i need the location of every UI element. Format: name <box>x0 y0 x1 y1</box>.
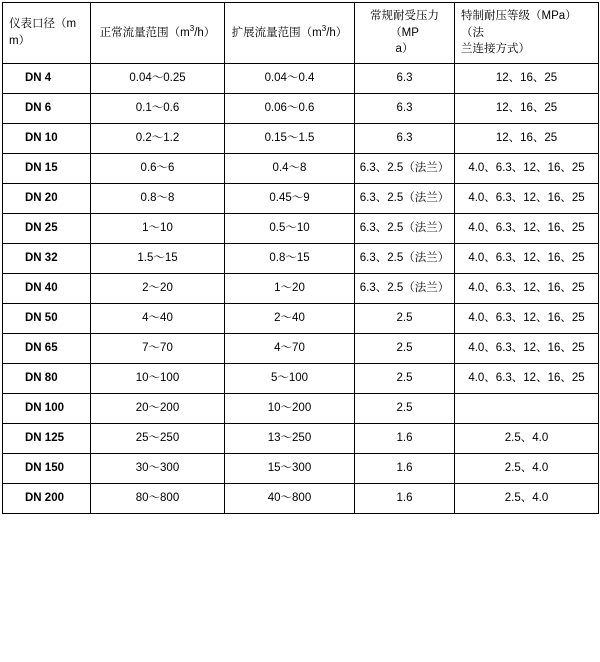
cell-extended-flow: 10～200 <box>225 394 355 424</box>
cell-special-pressure: 4.0、6.3、12、16、25 <box>455 334 599 364</box>
cell-normal-flow: 0.1～0.6 <box>91 94 225 124</box>
cell-diameter: DN 100 <box>3 394 91 424</box>
table-row <box>3 244 599 274</box>
cell-special-pressure: 2.5、4.0 <box>455 424 599 454</box>
cell-normal-flow: 80～800 <box>91 484 225 514</box>
table-row <box>3 454 599 484</box>
cell-diameter: DN 40 <box>3 274 91 304</box>
table-row <box>3 394 599 424</box>
cell-standard-pressure: 1.6 <box>355 484 455 514</box>
cell-extended-flow: 0.45～9 <box>225 184 355 214</box>
cell-extended-flow: 0.15～1.5 <box>225 124 355 154</box>
cell-extended-flow: 13～250 <box>225 424 355 454</box>
cell-standard-pressure: 6.3、2.5（法兰） <box>355 184 455 214</box>
cell-diameter: DN 125 <box>3 424 91 454</box>
cell-special-pressure: 4.0、6.3、12、16、25 <box>455 274 599 304</box>
cell-standard-pressure: 2.5 <box>355 394 455 424</box>
table-row <box>3 484 599 514</box>
cell-extended-flow: 40～800 <box>225 484 355 514</box>
table-row <box>3 364 599 394</box>
header-cell-extended-flow <box>225 3 355 64</box>
cell-special-pressure: 2.5、4.0 <box>455 484 599 514</box>
cell-normal-flow: 30～300 <box>91 454 225 484</box>
header-normal-sup: 3 <box>189 23 195 33</box>
cell-normal-flow: 25～250 <box>91 424 225 454</box>
cell-special-pressure: 12、16、25 <box>455 124 599 154</box>
header-extended-pre: 扩展流量范围（m <box>231 26 322 39</box>
cell-diameter: DN 150 <box>3 454 91 484</box>
cell-special-pressure: 4.0、6.3、12、16、25 <box>455 154 599 184</box>
table-row <box>3 64 599 94</box>
cell-special-pressure: 4.0、6.3、12、16、25 <box>455 364 599 394</box>
table-body <box>3 64 599 514</box>
header-diameter-line2: m） <box>9 35 31 47</box>
cell-special-pressure: 2.5、4.0 <box>455 454 599 484</box>
header-special-line2: 兰连接方式） <box>461 43 530 56</box>
cell-extended-flow: 5～100 <box>225 364 355 394</box>
cell-standard-pressure: 2.5 <box>355 334 455 364</box>
cell-standard-pressure: 1.6 <box>355 454 455 484</box>
table-row <box>3 274 599 304</box>
cell-extended-flow: 2～40 <box>225 304 355 334</box>
cell-extended-flow: 0.8～15 <box>225 244 355 274</box>
cell-standard-pressure: 6.3 <box>355 94 455 124</box>
header-special-line1: 特制耐压等级（MPa）（法 <box>461 9 577 39</box>
cell-diameter: DN 20 <box>3 184 91 214</box>
cell-extended-flow: 0.06～0.6 <box>225 94 355 124</box>
header-cell-normal-flow <box>91 3 225 64</box>
header-normal-post: /h） <box>194 26 216 39</box>
flow-meter-spec-table <box>2 2 599 514</box>
cell-normal-flow: 0.6～6 <box>91 154 225 184</box>
cell-diameter: DN 15 <box>3 154 91 184</box>
table-row <box>3 184 599 214</box>
cell-standard-pressure: 6.3 <box>355 64 455 94</box>
cell-diameter: DN 25 <box>3 214 91 244</box>
cell-extended-flow: 0.4～8 <box>225 154 355 184</box>
cell-normal-flow: 7～70 <box>91 334 225 364</box>
cell-standard-pressure: 6.3、2.5（法兰） <box>355 274 455 304</box>
cell-special-pressure: 12、16、25 <box>455 64 599 94</box>
cell-normal-flow: 0.8～8 <box>91 184 225 214</box>
table-row <box>3 124 599 154</box>
table-header <box>3 3 599 64</box>
spec-sheet <box>0 2 600 662</box>
header-cell-standard-pressure <box>355 3 455 64</box>
cell-diameter: DN 200 <box>3 484 91 514</box>
cell-standard-pressure: 6.3 <box>355 124 455 154</box>
cell-normal-flow: 20～200 <box>91 394 225 424</box>
cell-diameter: DN 65 <box>3 334 91 364</box>
cell-diameter: DN 10 <box>3 124 91 154</box>
header-extended-sup: 3 <box>321 23 327 33</box>
cell-extended-flow: 0.04～0.4 <box>225 64 355 94</box>
table-row <box>3 154 599 184</box>
header-diameter-line1: 仪表口径（m <box>9 18 77 31</box>
cell-special-pressure: 4.0、6.3、12、16、25 <box>455 184 599 214</box>
cell-normal-flow: 0.2～1.2 <box>91 124 225 154</box>
cell-extended-flow: 15～300 <box>225 454 355 484</box>
cell-extended-flow: 0.5～10 <box>225 214 355 244</box>
cell-diameter: DN 80 <box>3 364 91 394</box>
cell-extended-flow: 1～20 <box>225 274 355 304</box>
cell-diameter: DN 32 <box>3 244 91 274</box>
cell-normal-flow: 2～20 <box>91 274 225 304</box>
header-cell-diameter <box>3 3 91 64</box>
header-row <box>3 3 599 64</box>
cell-standard-pressure: 6.3、2.5（法兰） <box>355 244 455 274</box>
table-row <box>3 334 599 364</box>
table-row <box>3 304 599 334</box>
cell-standard-pressure: 1.6 <box>355 424 455 454</box>
cell-diameter: DN 4 <box>3 64 91 94</box>
cell-diameter: DN 6 <box>3 94 91 124</box>
cell-standard-pressure: 6.3、2.5（法兰） <box>355 214 455 244</box>
cell-standard-pressure: 2.5 <box>355 304 455 334</box>
cell-extended-flow: 4～70 <box>225 334 355 364</box>
cell-special-pressure: 4.0、6.3、12、16、25 <box>455 304 599 334</box>
table-row <box>3 94 599 124</box>
table-row <box>3 214 599 244</box>
cell-standard-pressure: 6.3、2.5（法兰） <box>355 154 455 184</box>
cell-special-pressure: 12、16、25 <box>455 94 599 124</box>
header-pressure-line2: a） <box>395 43 414 56</box>
cell-special-pressure: 4.0、6.3、12、16、25 <box>455 214 599 244</box>
header-extended-post: /h） <box>326 26 348 39</box>
header-pressure-line1: 常规耐受压力（MP <box>370 9 439 39</box>
table-row <box>3 424 599 454</box>
cell-standard-pressure: 2.5 <box>355 364 455 394</box>
header-normal-pre: 正常流量范围（m <box>99 26 190 39</box>
cell-special-pressure: 4.0、6.3、12、16、25 <box>455 244 599 274</box>
header-cell-special-pressure <box>455 3 599 64</box>
cell-normal-flow: 1.5～15 <box>91 244 225 274</box>
cell-diameter: DN 50 <box>3 304 91 334</box>
cell-special-pressure <box>455 394 599 424</box>
cell-normal-flow: 1～10 <box>91 214 225 244</box>
cell-normal-flow: 0.04～0.25 <box>91 64 225 94</box>
cell-normal-flow: 10～100 <box>91 364 225 394</box>
cell-normal-flow: 4～40 <box>91 304 225 334</box>
